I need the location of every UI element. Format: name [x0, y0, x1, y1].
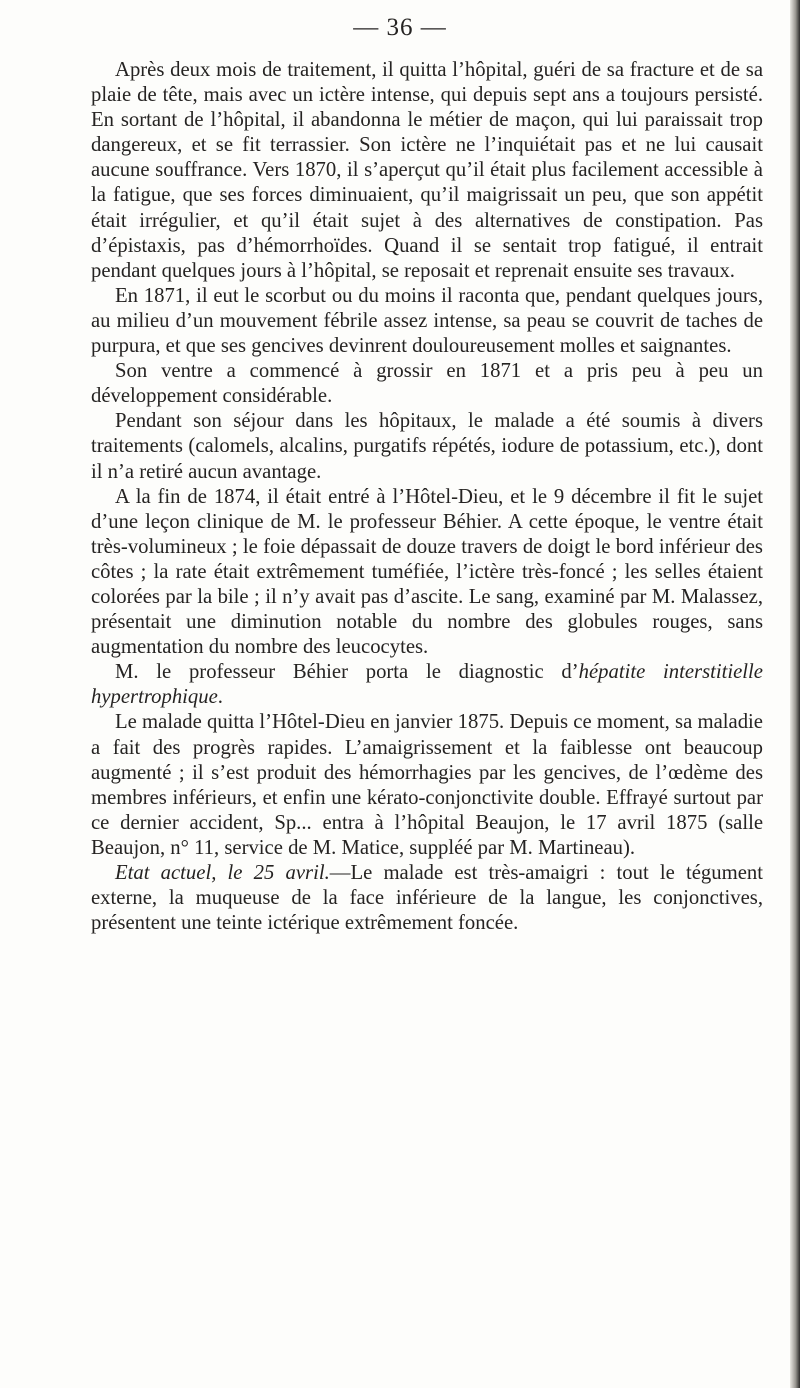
paragraph-5: A la fin de 1874, il était entré à l’Hôtel-Dieu, et le 9 décembre il fit le sujet d’une leçon clinique de M. le professeur Béhier. A cette époque, le ventre était très-volumineux ; le foie dépassait de douze travers de doigt le bord inférieur des côtes ; la rate était extrêmement tuméfiée, l’ictère très-foncé ; les selles étaient colorées par la bile ; il n’y avait pas d’ascite. Le sang, examiné par M. Malassez, présentait une diminution notable du nombre des globules rouges, sans augmentation du nombre des leucocytes. — [91, 485, 763, 659]
paragraph-7: Le malade quitta l’Hôtel-Dieu en janvier 1875. Depuis ce moment, sa maladie a fait des progrès rapides. L’amaigrissement et la faiblesse ont beaucoup augmenté ; il s’est produit des hémorrhagies par les gencives, de l’œdème des membres inférieurs, et enfin une kérato-conjonctivite double. Effrayé surtout par ce dernier accident, Sp... entra à l’hôpital Beaujon, le 17 avril 1875 (salle Beaujon, n° 11, service de M. Matice, suppléé par M. Martineau). — [91, 711, 763, 859]
paragraph-4: Pendant son séjour dans les hôpitaux, le malade a été soumis à divers traitements (calomels, alcalins, purgatifs répétés, iodure de potassium, etc.), dont il n’a retiré aucun avantage. — [91, 410, 763, 483]
diagnosis-lead: M. le professeur Béhier porta le diagnostic d’ — [115, 661, 579, 684]
paragraph-2: En 1871, il eut le scorbut ou du moins il raconta que, pendant quelques jours, au milieu d’un mouvement fébrile assez intense, sa peau se couvrit de taches de purpura, et que ses gencives devinrent douloureusement molles et saignantes. — [91, 284, 763, 358]
paragraph-6 — [91, 660, 763, 710]
diagnosis-term: hépatite interstitielle hypertrophique — [91, 661, 763, 709]
current-state-heading: Etat actuel, le 25 avril. — [115, 862, 330, 884]
paragraph-1: Après deux mois de traitement, il quitta l’hôpital, guéri de sa fracture et de sa plaie de tête, mais avec un ictère intense, qui depuis sept ans a toujours persisté. En sortant de l’hôpital, il abandonna le métier de maçon, qui lui paraissait trop dangereux, et se fit terrassier. Son ictère ne l’inquiétait pas et ne lui causait aucune souffrance. Vers 1870, il s’aperçut qu’il était plus facilement accessible à la fatigue, que ses forces diminuaient, qu’il maigrissait un peu, que son appétit était irrégulier, et qu’il était sujet à des alternatives de constipation. Pas d’épistaxis, pas d’hémorrhoïdes. Quand il se sentait trop fatigué, il entrait pendant quelques jours à l’hôpital, se reposait et reprenait ensuite ses travaux. — [91, 59, 763, 282]
paragraph-3: Son ventre a commencé à grossir en 1871 et a pris peu à peu un développement considérable. — [91, 360, 763, 408]
paragraph-8 — [91, 861, 763, 936]
body-text — [91, 58, 763, 936]
page-edge-shadow — [790, 0, 800, 1388]
current-state-text: —Le malade est très-amaigri : tout le tégument externe, la muqueuse de la face inférieure de la langue, les conjonctives, présentent une teinte ictérique extrêmement foncée. — [91, 862, 763, 935]
diagnosis-tail: . — [217, 686, 223, 709]
page-number: — 36 — — [353, 14, 447, 41]
